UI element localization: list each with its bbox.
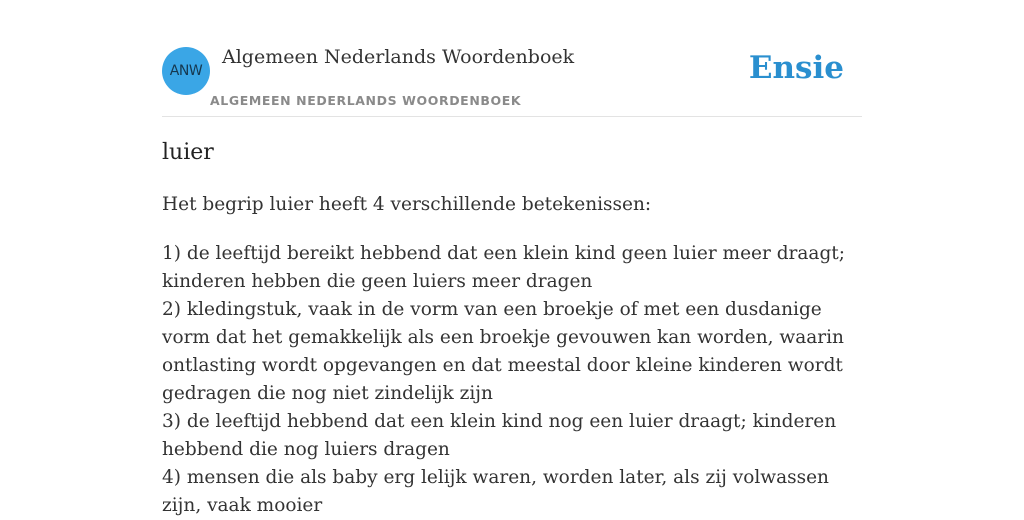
entry-word: luier bbox=[162, 140, 214, 165]
entry-intro: Het begrip luier heeft 4 verschillende betekenissen: bbox=[162, 194, 652, 215]
source-title[interactable]: Algemeen Nederlands Woordenboek bbox=[222, 46, 575, 68]
header bbox=[162, 0, 862, 117]
definition-list bbox=[162, 240, 862, 520]
brand-logo[interactable]: Ensie bbox=[748, 50, 844, 86]
definition-item: 4) mensen die als baby erg lelijk waren, worden later, als zij volwassen zijn, vaak mooier bbox=[162, 467, 829, 516]
source-logo[interactable]: ANW bbox=[162, 47, 210, 95]
definition-item: 2) kledingstuk, vaak in de vorm van een broekje of met een dusdanige vorm dat het gemakkelijk als een broekje gevouwen kan worden, waarin ontlasting wordt opgevangen en dat meestal door kleine kinderen wordt gedragen die nog niet zindelijk zijn bbox=[162, 299, 844, 404]
source-subtitle: ALGEMEEN NEDERLANDS WOORDENBOEK bbox=[210, 93, 522, 108]
definition-item: 1) de leeftijd bereikt hebbend dat een klein kind geen luier meer draagt; kinderen hebben die geen luiers meer dragen bbox=[162, 243, 845, 292]
definition-item: 3) de leeftijd hebbend dat een klein kind nog een luier draagt; kinderen hebbend die nog luiers dragen bbox=[162, 411, 837, 460]
page bbox=[162, 0, 862, 516]
